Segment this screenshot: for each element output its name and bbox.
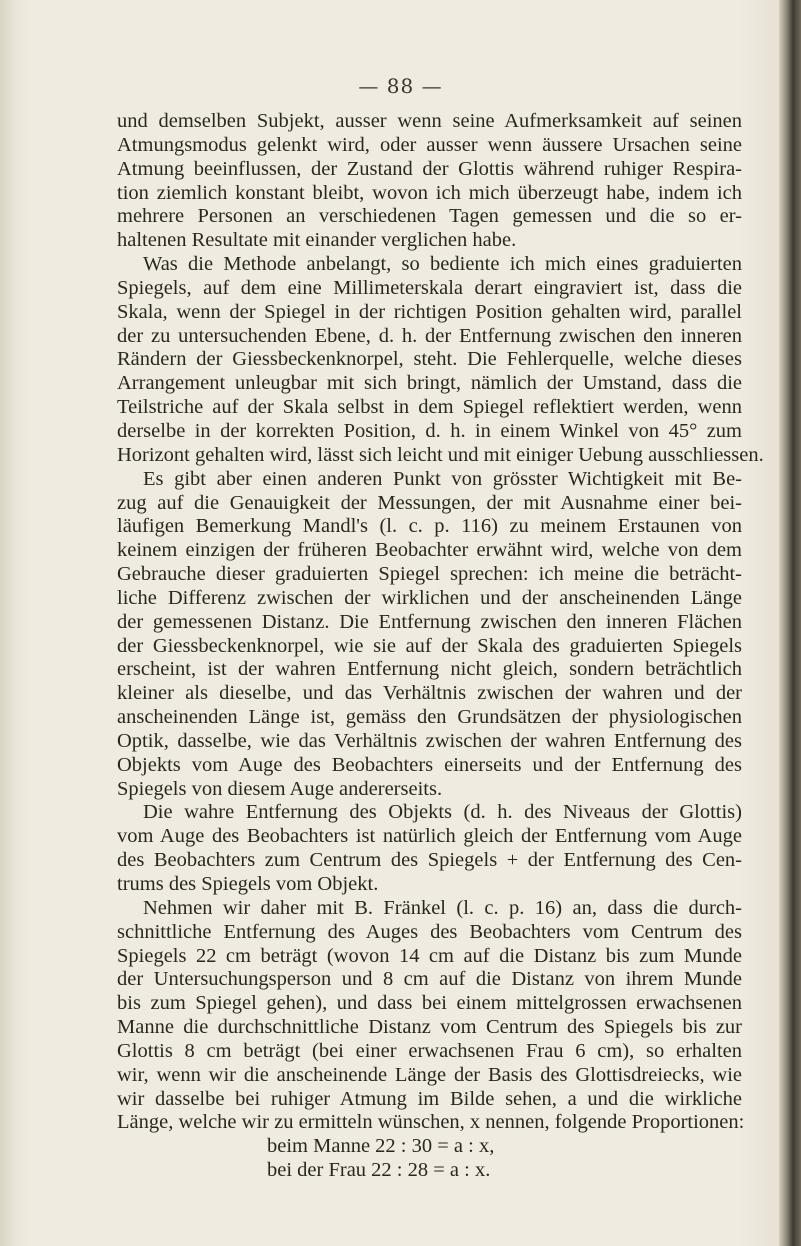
text-line: keinem einzigen der früheren Beobachter erwähnt wird, welche von dem (117, 539, 742, 562)
text-line: schnittliche Entfernung des Auges des Beobachters vom Centrum des (117, 920, 742, 943)
paragraph (117, 110, 742, 253)
text-line: Optik, dasselbe, wie das Verhältnis zwischen der wahren Entfernung des (117, 729, 742, 752)
text-line: Nehmen wir daher mit B. Fränkel (l. c. p. 16) an, dass die durch- (143, 896, 742, 919)
text-line: Manne die durchschnittliche Distanz vom Centrum des Spiegels bis zur (117, 1016, 742, 1039)
text-line: Atmung beeinflussen, der Zustand der Glottis während ruhiger Respira- (117, 157, 742, 180)
text-line: kleiner als dieselbe, und das Verhältnis zwischen der wahren und der (117, 682, 742, 705)
text-line: Rändern der Giessbeckenknorpel, steht. Die Fehlerquelle, welche dieses (117, 348, 742, 371)
text-line: Glottis 8 cm beträgt (bei einer erwachsenen Frau 6 cm), so erhalten (117, 1039, 742, 1062)
text-line: Arrangement unleugbar mit sich bringt, nämlich der Umstand, dass die (117, 372, 742, 395)
text-line: der gemessenen Distanz. Die Entfernung zwischen den inneren Flächen (117, 610, 742, 633)
text-line: der Untersuchungsperson und 8 cm auf die Distanz von ihrem Munde (117, 968, 742, 991)
text-line: bis zum Spiegel gehen), und dass bei einem mittelgrossen erwachsenen (117, 992, 742, 1015)
page-number: — 88 — (358, 74, 443, 98)
text-line: anscheinenden Länge ist, gemäss den Grundsätzen der physiologischen (117, 706, 742, 729)
text-line: trums des Spiegels vom Objekt. (117, 873, 379, 895)
page-left-edge (0, 0, 14, 1246)
text-line: des Beobachters zum Centrum des Spiegels + der Entfernung des Cen- (117, 849, 742, 872)
text-line: Die wahre Entfernung des Objekts (d. h. des Niveaus der Glottis) (143, 801, 742, 824)
text-line: liche Differenz zwischen der wirklichen und der anscheinenden Länge (117, 586, 742, 609)
page-body (117, 110, 764, 1183)
paragraph (117, 253, 764, 468)
text-line: wir dasselbe bei ruhiger Atmung im Bilde sehen, a und die wirkliche (117, 1087, 742, 1110)
text-line: zug auf die Genauigkeit der Messungen, der mit Ausnahme einer bei- (117, 491, 742, 514)
text-line: wir, wenn wir die anscheinende Länge der Basis des Glottisdreiecks, wie (117, 1063, 742, 1086)
text-line: Spiegels 22 cm beträgt (wovon 14 cm auf die Distanz bis zum Munde (117, 944, 742, 967)
paragraph (117, 896, 745, 1135)
paragraph (117, 468, 742, 802)
text-line: und demselben Subjekt, ausser wenn seine Aufmerksamkeit auf seinen (117, 110, 742, 132)
text-line: mehrere Personen an verschiedenen Tagen gemessen und die so er- (117, 205, 742, 228)
text-line: erscheint, ist der wahren Entfernung nicht gleich, sondern beträchtlich (117, 658, 742, 681)
text-line: Länge, welche wir zu ermitteln wünschen, x nennen, folgende Proportionen: (117, 1111, 745, 1134)
text-line: Spiegels, auf dem eine Millimeterskala derart eingraviert ist, dass die (117, 276, 742, 299)
text-line: tion ziemlich konstant bleibt, wovon ich mich überzeugt habe, indem ich (117, 181, 742, 204)
text-line: Horizont gehalten wird, lässt sich leicht und mit einiger Uebung ausschliessen. (117, 443, 764, 466)
text-line: Es gibt aber einen anderen Punkt von grösster Wichtigkeit mit Be- (143, 467, 742, 490)
text-line: Was die Methode anbelangt, so bediente ich mich eines graduierten (143, 253, 742, 276)
paragraph (117, 801, 742, 896)
text-line: haltenen Resultate mit einander verglichen habe. (117, 229, 517, 252)
text-line: vom Auge des Beobachters ist natürlich gleich der Entfernung vom Auge (117, 825, 742, 848)
text-line: Spiegels von diesem Auge andererseits. (117, 777, 443, 800)
text-line: Objekts vom Auge des Beobachters einerseits und der Entfernung des (117, 753, 742, 776)
proportion-formula: beim Manne 22 : 30 = a : x, (267, 1135, 495, 1158)
text-line: der Giessbeckenknorpel, wie sie auf der Skala des graduierten Spiegels (117, 634, 742, 657)
book-spine-edge (779, 0, 801, 1246)
text-line: der zu untersuchenden Ebene, d. h. der Entfernung zwischen den inneren (117, 324, 742, 347)
text-line: Atmungsmodus gelenkt wird, oder ausser wenn äussere Ursachen seine (117, 133, 742, 156)
text-line: Teilstriche auf der Skala selbst in dem Spiegel reflektiert werden, wenn (117, 396, 742, 419)
text-line: Gebrauche dieser graduierten Spiegel sprechen: ich meine die beträcht- (117, 563, 742, 586)
text-line: derselbe in der korrekten Position, d. h. in einem Winkel von 45° zum (117, 419, 742, 442)
text-line: Skala, wenn der Spiegel in der richtigen Position gehalten wird, parallel (117, 300, 742, 323)
proportion-formula: bei der Frau 22 : 28 = a : x. (267, 1159, 491, 1182)
text-line: läufigen Bemerkung Mandl's (l. c. p. 116) zu meinem Erstaunen von (117, 515, 742, 538)
